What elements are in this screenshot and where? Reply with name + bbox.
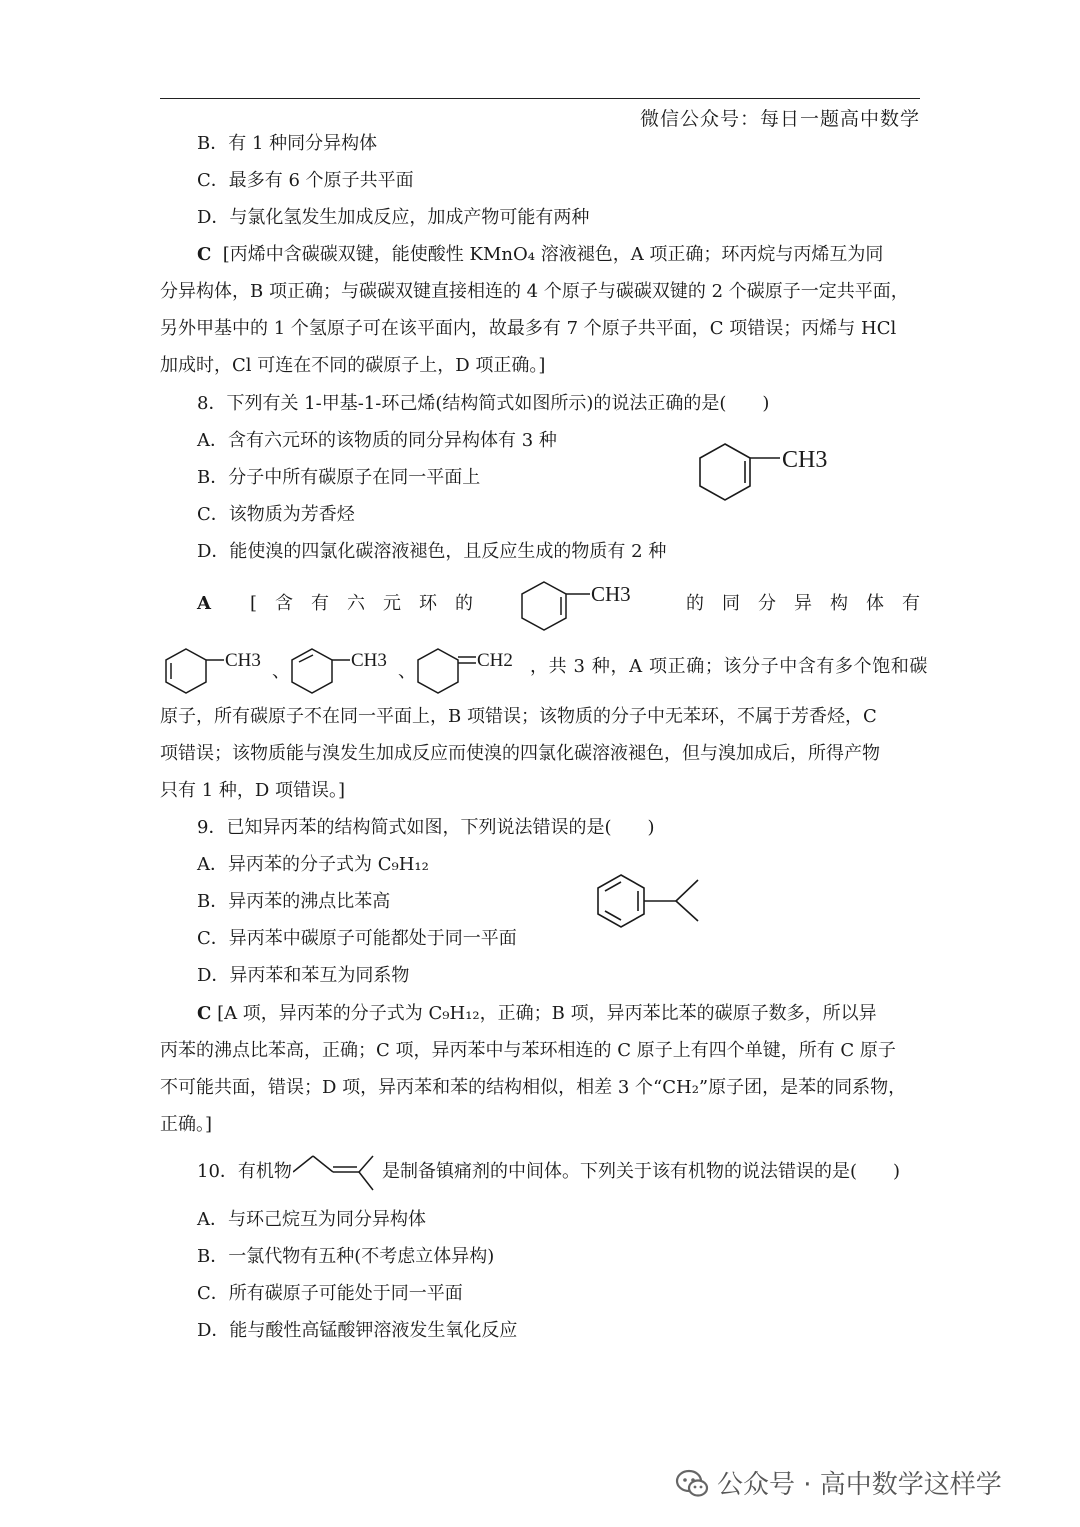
- svg-text:CH3: CH3: [591, 582, 631, 606]
- q8-isomer-2-structure: [292, 645, 402, 697]
- q8-isomer-3-structure: [418, 645, 528, 697]
- q9-cumene-structure: [598, 872, 708, 928]
- q10-option-b: B．一氯代物有五种(不考虑立体异构): [197, 1246, 495, 1267]
- q7-answer-letter: C: [197, 244, 212, 265]
- q7-answer-line-1: [197, 243, 920, 267]
- q8-methylcyclohexene-structure: [700, 436, 860, 506]
- q8-answer-line-1b: 的 同 分 异 构 体 有: [686, 593, 920, 614]
- q8-isomer-1-structure: [166, 645, 276, 697]
- q8-option-d: D．能使溴的四氯化碳溶液褪色，且反应生成的物质有 2 种: [197, 541, 667, 562]
- q8-option-c: C．该物质为芳香烃: [197, 504, 355, 525]
- q8-answer-line-1a: [ 含 有 六 元 环 的: [250, 593, 474, 614]
- header-rule: [160, 98, 920, 99]
- q7-option-c: C．最多有 6 个原子共平面: [197, 170, 414, 191]
- q10-stem-b: 是制备镇痛剂的中间体。下列关于该有机物的说法错误的是( ): [382, 1161, 901, 1182]
- q8-isomer-sep-2: 、: [398, 661, 416, 682]
- watermark: [675, 1464, 1002, 1501]
- q8-structure-label: CH3: [782, 447, 828, 473]
- q7-option-b: B．有 1 种同分异构体: [197, 133, 378, 154]
- q8-isomer-1-label: CH3: [225, 650, 261, 671]
- q7-explanation-2: 分异构体，B 项正确；与碳碳双键直接相连的 4 个原子与碳碳双键的 2 个碳原子一定共平面，: [160, 281, 909, 302]
- q10-stem-a: 10．有机物: [197, 1161, 292, 1182]
- q10-option-d: D．能与酸性高锰酸钾溶液发生氧化反应: [197, 1320, 518, 1341]
- q8-isomer-sep-1: 、: [272, 661, 290, 682]
- q8-isomer-3-label: CH2: [477, 650, 513, 671]
- q10-option-c: C．所有碳原子可能处于同一平面: [197, 1283, 463, 1304]
- q8-isomer-2-label: CH3: [351, 650, 387, 671]
- q10-option-a: A．与环己烷互为同分异构体: [197, 1209, 426, 1230]
- q9-stem: 9．已知异丙苯的结构简式如图，下列说法错误的是( ): [197, 817, 655, 838]
- q9-option-d: D．异丙苯和苯互为同系物: [197, 965, 410, 986]
- q9-explanation-4: 正确。]: [160, 1114, 213, 1135]
- q9-answer-letter: C: [197, 1003, 212, 1024]
- q8-stem: 8．下列有关 1-甲基-1-环己烯(结构简式如图所示)的说法正确的是( ): [197, 393, 770, 414]
- q8-answer-inline-structure: [522, 576, 642, 632]
- q8-explanation-3: 只有 1 种，D 项错误。]: [160, 780, 346, 801]
- q8-explanation-1: 原子，所有碳原子不在同一平面上，B 项错误；该物质的分子中无苯环，不属于芳香烃，C: [160, 706, 877, 727]
- wechat-icon: [675, 1466, 709, 1500]
- q10-structure: [293, 1150, 377, 1196]
- q9-option-c: C．异丙苯中碳原子可能都处于同一平面: [197, 928, 517, 949]
- q9-explanation-1: [A 项，异丙苯的分子式为 C₉H₁₂，正确；B 项，异丙苯比苯的碳原子数多，所以异: [217, 1003, 877, 1024]
- svg-text:CH2: [477, 650, 513, 671]
- q9-answer-line-1: [197, 1002, 920, 1026]
- q9-option-b: B．异丙苯的沸点比苯高: [197, 891, 391, 912]
- svg-text:CH3: [351, 650, 387, 671]
- q7-explanation-3: 另外甲基中的 1 个氢原子可在该平面内，故最多有 7 个原子共平面，C 项错误；丙烯与 HCl: [160, 318, 897, 339]
- q7-explanation-1: [丙烯中含碳碳双键，能使酸性 KMnO₄ 溶液褪色，A 项正确；环丙烷与丙烯互为同: [222, 244, 884, 265]
- q7-explanation-4: 加成时，Cl 可连在不同的碳原子上，D 项正确。]: [160, 355, 546, 376]
- q8-answer-letter: A: [197, 593, 211, 614]
- q7-option-d: D．与氯化氢发生加成反应，加成产物可能有两种: [197, 207, 590, 228]
- q8-explanation-2: 项错误；该物质能与溴发生加成反应而使溴的四氯化碳溶液褪色，但与溴加成后，所得产物: [160, 743, 880, 764]
- source-header: 微信公众号：每日一题高中数学: [639, 108, 920, 130]
- q8-option-b: B．分子中所有碳原子在同一平面上: [197, 467, 481, 488]
- q9-explanation-2: 丙苯的沸点比苯高，正确；C 项，异丙苯中与苯环相连的 C 原子上有四个单键，所有 C 原子: [160, 1040, 896, 1061]
- svg-text:CH3: [225, 650, 261, 671]
- q8-option-a: A．含有六元环的该物质的同分异构体有 3 种: [197, 430, 557, 451]
- q8-answer-line-2-tail: ，共 3 种，A 项正确；该分子中含有多个饱和碳: [530, 656, 929, 677]
- q9-option-a: A．异丙苯的分子式为 C₉H₁₂: [197, 854, 429, 875]
- q9-explanation-3: 不可能共面，错误；D 项，异丙苯和苯的结构相似，相差 3 个“CH₂”原子团，是苯的同系物，: [160, 1077, 907, 1098]
- watermark-text: 公众号 · 高中数学这样学: [717, 1470, 1002, 1500]
